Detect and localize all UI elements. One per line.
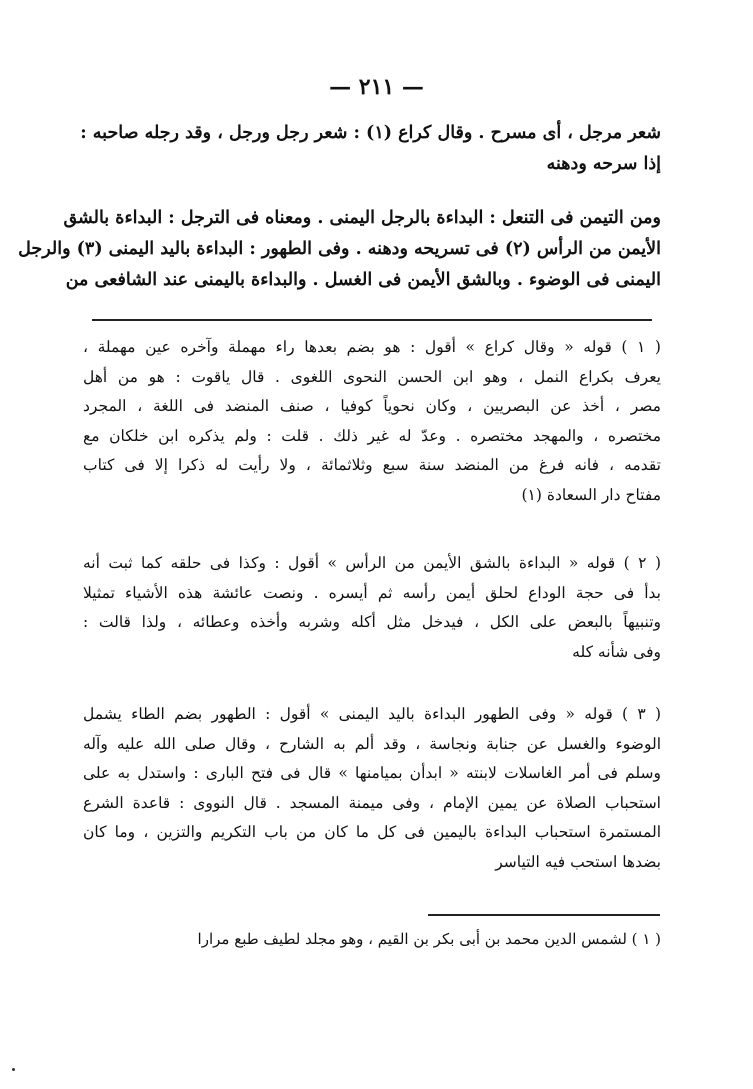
main-line: اليمنى فى الوضوء . وبالشق الأيمن فى الغسل . والبداءة باليمنى عند الشافعى من [65, 270, 661, 290]
main-line: إذا سرحه ودهنه [546, 154, 661, 174]
scan-speck [12, 1068, 15, 1071]
note-1 [83, 333, 661, 511]
main-paragraph [18, 203, 661, 296]
note-line: مختصره ، والمهجد مختصره . وعدّ له غير ذلك . قلت : ولم يذكره ابن خلكان مع [83, 426, 661, 445]
note-2 [83, 549, 661, 667]
main-text [80, 118, 661, 180]
note-line: يعرف بكراع النمل ، وهو ابن الحسن النحوى اللغوى . قال ياقوت : هو من أهل [83, 367, 661, 386]
main-line: الأيمن من الرأس (٢) فى تسريحه ودهنه . وفى الطهور : البداءة باليد اليمنى (٣) والرجل [18, 239, 661, 259]
note-line: بدأ فى حجة الوداع لحلق أيمن رأسه ثم أيسره . ونصت عائشة هذه الأشياء تمثيلا [83, 583, 661, 602]
note-line: ( ١ ) قوله « وقال كراع » أقول : هو بضم بعدها راء مهملة وآخره عين مهملة ، [83, 338, 661, 356]
note-line: المستمرة استحباب البداءة باليمين فى كل ما كان من باب التكريم والتزين ، وما كان [83, 823, 661, 842]
note-line: وفى شأنه كله [572, 642, 661, 661]
section-divider [92, 319, 652, 321]
note-line: بضدها استحب فيه التياسر [495, 852, 661, 871]
note-line: وسلم فى أمر الغاسلات لابنته « ابدأن بميامنها » قال فى فتح البارى : واستدل به على [83, 764, 661, 783]
note-line: الوضوء والغسل عن جنابة ونجاسة ، وقد ألم به الشارح ، وقال صلى الله عليه وآله [83, 734, 661, 753]
note-line: ( ٣ ) قوله « وفى الطهور البداءة باليد اليمنى » أقول : الطهور بضم الطاء يشمل [83, 705, 661, 723]
note-line: مفتاح دار السعادة (١) [521, 485, 661, 504]
main-line: ومن التيمن فى التنعل : البداءة بالرجل اليمنى . ومعناه فى الترجل : البداءة بالشق [63, 208, 661, 228]
footnote-divider [428, 914, 660, 916]
note-line: استحباب الصلاة عن يمين الإمام ، وفى ميمنة المسجد . قال النووى : قاعدة الشرع [83, 793, 661, 812]
note-line: ( ٢ ) قوله « البداءة بالشق الأيمن من الرأس » أقول : وكذا فى حلقه كما ثبت أنه [83, 554, 661, 572]
note-line: وتنبيهاً بالبعض على الكل ، فيدخل مثل أكله وشربه وأخذه وعطائه ، ولذا قالت : [83, 613, 661, 632]
note-line: تقدمه ، فانه فرغ من المنضد سنة سبع وثلاثمائة ، ولا رأيت له ذكرا إلا فى كتاب [83, 456, 661, 475]
note-line: مصر ، أخذ عن البصريين ، وكان نحوياً كوفيا ، صنف المنضد فى اللغة ، المجرد [83, 397, 661, 416]
note-3 [83, 700, 661, 878]
page-number: — ٢١١ — [329, 74, 424, 100]
main-line: شعر مرجل ، أى مسرح . وقال كراع (١) : شعر رجل ورجل ، وقد رجله صاحبه : [80, 123, 661, 143]
footnote: ( ١ ) لشمس الدين محمد بن أبى بكر بن القيم ، وهو مجلد لطيف طبع مرارا [197, 930, 661, 948]
